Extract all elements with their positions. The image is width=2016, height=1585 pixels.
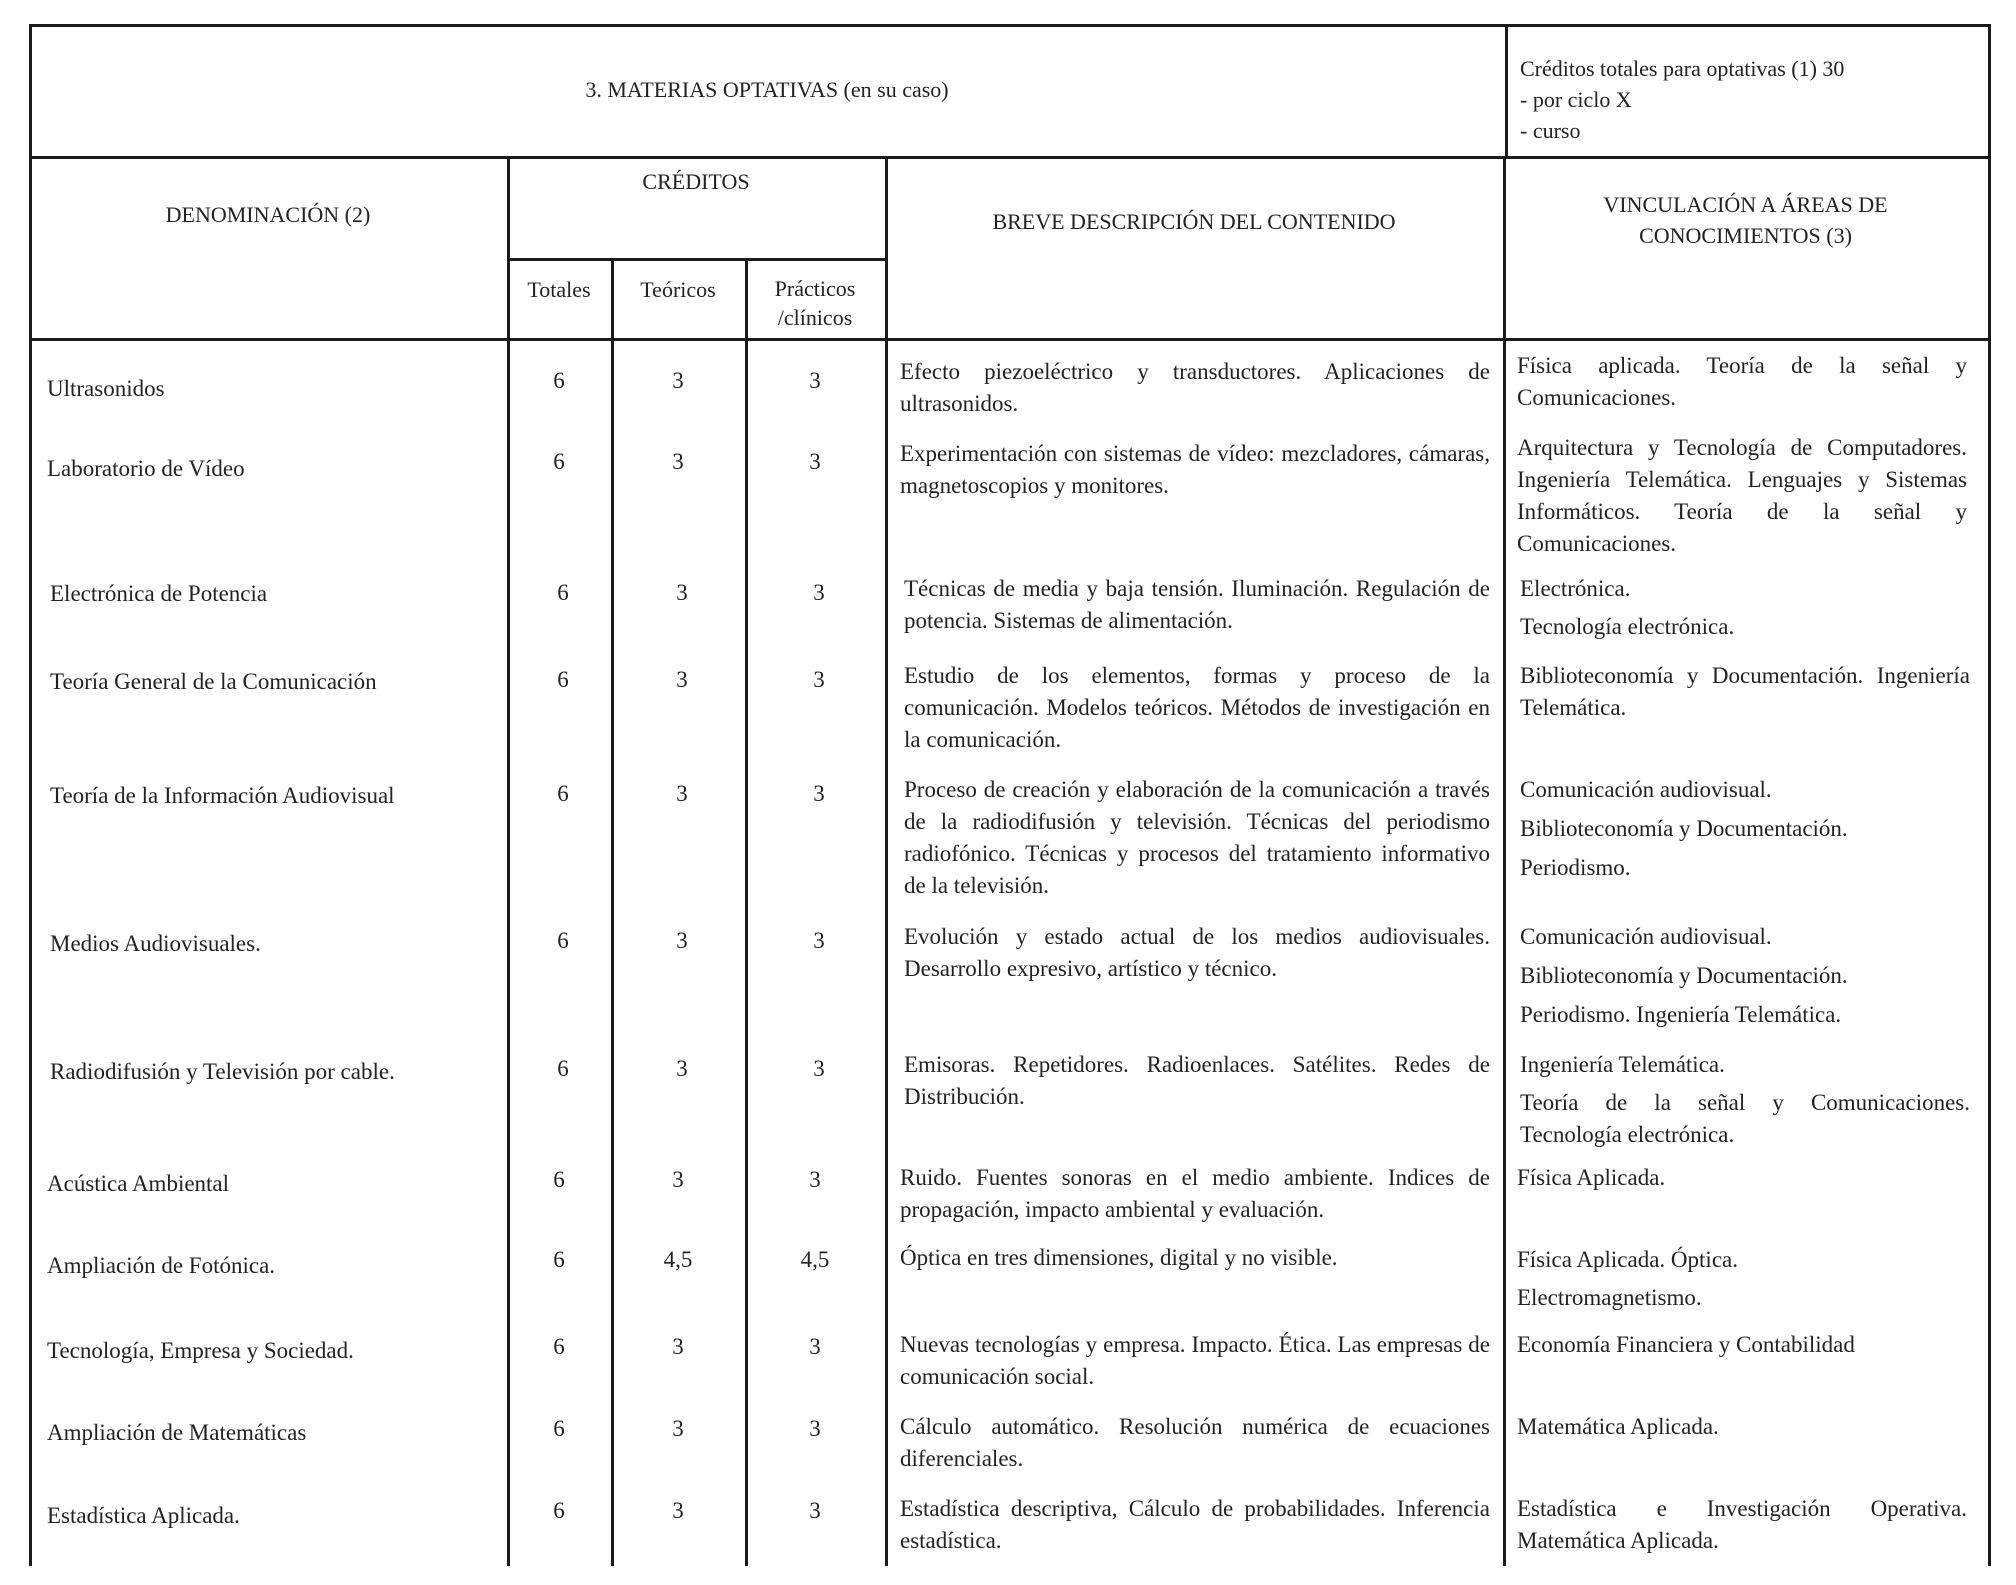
row-practicos: 3 (809, 1498, 821, 1523)
row-name: Acústica Ambiental (47, 1171, 230, 1196)
row-teoricos: 3 (676, 928, 688, 953)
row-descripcion: Experimentación con sistemas de vídeo: mezcladores, cámaras, magnetoscopios y monitores. (900, 441, 1490, 498)
row-practicos: 3 (809, 1416, 821, 1441)
row-totales: 6 (553, 1247, 565, 1272)
row-vinculacion: Biblioteconomía y Documentación. Ingeniería Telemática. (1520, 663, 1970, 720)
row-practicos: 3 (813, 580, 825, 605)
col-line-vinculacion (1988, 156, 1991, 1566)
row-practicos: 3 (809, 368, 821, 393)
row-vinculacion-line: Biblioteconomía y Documentación. (1520, 963, 1848, 988)
row-teoricos: 3 (672, 368, 684, 393)
row-totales: 6 (553, 1334, 565, 1359)
row-vinculacion-line: Ingeniería Telemática. (1520, 1052, 1725, 1077)
row-totales: 6 (557, 928, 569, 953)
row-practicos: 3 (809, 1334, 821, 1359)
row-vinculacion-line: Periodismo. (1520, 855, 1631, 880)
left-row-margin-line (29, 338, 32, 1566)
row-descripcion: Evolución y estado actual de los medios audiovisuales. Desarrollo expresivo, artístico y técnico. (904, 924, 1490, 981)
row-totales: 6 (553, 1498, 565, 1523)
row-practicos: 3 (813, 781, 825, 806)
credits-box-line-3: - curso (1520, 118, 1581, 143)
credits-box-left-line (1505, 24, 1508, 156)
row-vinculacion-line: Física Aplicada. (1517, 1165, 1666, 1190)
row-name: Laboratorio de Vídeo (47, 456, 245, 481)
header-practicos-1: Prácticos (774, 276, 856, 301)
row-descripcion: Técnicas de media y baja tensión. Iluminación. Regulación de potencia. Sistemas de alimentación. (904, 576, 1490, 633)
row-vinculacion-line: Comunicación audiovisual. (1520, 924, 1772, 949)
row-practicos: 3 (813, 928, 825, 953)
header-denominacion: DENOMINACIÓN (2) (165, 202, 371, 227)
row-vinculacion-line: Periodismo. Ingeniería Telemática. (1520, 1002, 1842, 1027)
row-totales: 6 (557, 580, 569, 605)
left-border (29, 24, 32, 341)
row-descripcion: Efecto piezoeléctrico y transductores. Aplicaciones de ultrasonidos. (900, 359, 1490, 416)
row-vinculacion-line: Comunicación audiovisual. (1520, 777, 1772, 802)
row-teoricos: 3 (672, 1334, 684, 1359)
row-name: Tecnología, Empresa y Sociedad. (47, 1338, 354, 1363)
row-totales: 6 (557, 1056, 569, 1081)
row-totales: 6 (557, 781, 569, 806)
row-vinculacion-line: Economía Financiera y Contabilidad (1517, 1332, 1855, 1357)
row-vinculacion: Física aplicada. Teoría de la señal y Comunicaciones. (1517, 353, 1967, 410)
row-teoricos: 3 (672, 449, 684, 474)
row-totales: 6 (553, 449, 565, 474)
row-practicos: 3 (809, 449, 821, 474)
row-teoricos: 3 (676, 781, 688, 806)
row-descripcion: Estudio de los elementos, formas y proceso de la comunicación. Modelos teóricos. Métodos de investigación en la comunicación. (904, 663, 1490, 752)
row-teoricos: 3 (676, 667, 688, 692)
row-practicos: 4,5 (800, 1247, 830, 1272)
header-vinculacion-2: CONOCIMIENTOS (3) (1639, 223, 1852, 248)
header-divider-line (29, 156, 1991, 159)
row-teoricos: 3 (672, 1167, 684, 1192)
credits-box-line-1: Créditos totales para optativas (1) 30 (1520, 56, 1845, 81)
row-teoricos: 4,5 (663, 1247, 693, 1272)
row-practicos: 3 (809, 1167, 821, 1192)
header-bottom-line (29, 338, 1991, 341)
col-line-descripcion (1503, 156, 1506, 1566)
row-name: Radiodifusión y Televisión por cable. (50, 1059, 395, 1084)
row-descripcion: Estadística descriptiva, Cálculo de probabilidades. Inferencia estadística. (900, 1496, 1490, 1553)
row-vinculacion-line: Física Aplicada. Óptica. (1517, 1247, 1738, 1272)
row-name: Ultrasonidos (47, 376, 165, 401)
row-totales: 6 (553, 1416, 565, 1441)
row-descripcion: Nuevas tecnologías y empresa. Impacto. Ética. Las empresas de comunicación social. (900, 1332, 1490, 1389)
row-teoricos: 3 (672, 1498, 684, 1523)
header-teoricos: Teóricos (640, 277, 716, 302)
row-vinculacion-line: Biblioteconomía y Documentación. (1520, 816, 1848, 841)
row-name: Medios Audiovisuales. (50, 931, 261, 956)
credits-box-line-2: - por ciclo X (1520, 87, 1632, 112)
row-vinculacion: Teoría de la señal y Comunicaciones. Tecnología electrónica. (1520, 1090, 1970, 1147)
row-vinculacion-line: Matemática Aplicada. (1517, 1414, 1719, 1439)
header-practicos-2: /clínicos (777, 305, 853, 330)
row-totales: 6 (553, 368, 565, 393)
row-name: Ampliación de Matemáticas (47, 1420, 307, 1445)
row-teoricos: 3 (672, 1416, 684, 1441)
row-name: Electrónica de Potencia (50, 581, 268, 606)
row-practicos: 3 (813, 1056, 825, 1081)
row-teoricos: 3 (676, 580, 688, 605)
row-practicos: 3 (813, 667, 825, 692)
row-name: Teoría General de la Comunicación (50, 669, 377, 694)
row-vinculacion: Arquitectura y Tecnología de Computadores. Ingeniería Telemática. Lenguajes y Sistemas Informáticos. Teoría de la señal y Comunicaciones. (1517, 435, 1967, 556)
row-descripcion: Óptica en tres dimensiones, digital y no visible. (900, 1245, 1338, 1270)
row-totales: 6 (553, 1167, 565, 1192)
row-vinculacion-line: Tecnología electrónica. (1520, 614, 1735, 639)
row-vinculacion-line: Electromagnetismo. (1517, 1285, 1702, 1310)
header-totales: Totales (527, 277, 591, 302)
row-teoricos: 3 (676, 1056, 688, 1081)
table-top-border (29, 24, 1991, 27)
col-line-practicos (885, 156, 888, 1566)
row-vinculacion: Estadística e Investigación Operativa. Matemática Aplicada. (1517, 1496, 1967, 1553)
row-descripcion: Ruido. Fuentes sonoras en el medio ambiente. Indices de propagación, impacto ambiental y evaluación. (900, 1165, 1490, 1222)
header-creditos: CRÉDITOS (642, 169, 750, 194)
row-totales: 6 (557, 667, 569, 692)
header-descripcion: BREVE DESCRIPCIÓN DEL CONTENIDO (992, 209, 1396, 234)
row-name: Teoría de la Información Audiovisual (50, 783, 395, 808)
section-title: 3. MATERIAS OPTATIVAS (en su caso) (585, 77, 949, 102)
row-descripcion: Proceso de creación y elaboración de la comunicación a través de la radiodifusión y televisión. Técnicas del periodismo radiofónico. Técnicas y procesos del tratamiento informativo de la televisión. (904, 777, 1490, 898)
creditos-divider-line (507, 258, 885, 261)
row-descripcion: Emisoras. Repetidores. Radioenlaces. Satélites. Redes de Distribución. (904, 1052, 1490, 1109)
row-name: Ampliación de Fotónica. (47, 1253, 276, 1278)
header-vinculacion-1: VINCULACIÓN A ÁREAS DE (1603, 192, 1888, 217)
row-vinculacion-line: Electrónica. (1520, 576, 1631, 601)
row-descripcion: Cálculo automático. Resolución numérica de ecuaciones diferenciales. (900, 1414, 1490, 1471)
row-name: Estadística Aplicada. (47, 1503, 240, 1528)
